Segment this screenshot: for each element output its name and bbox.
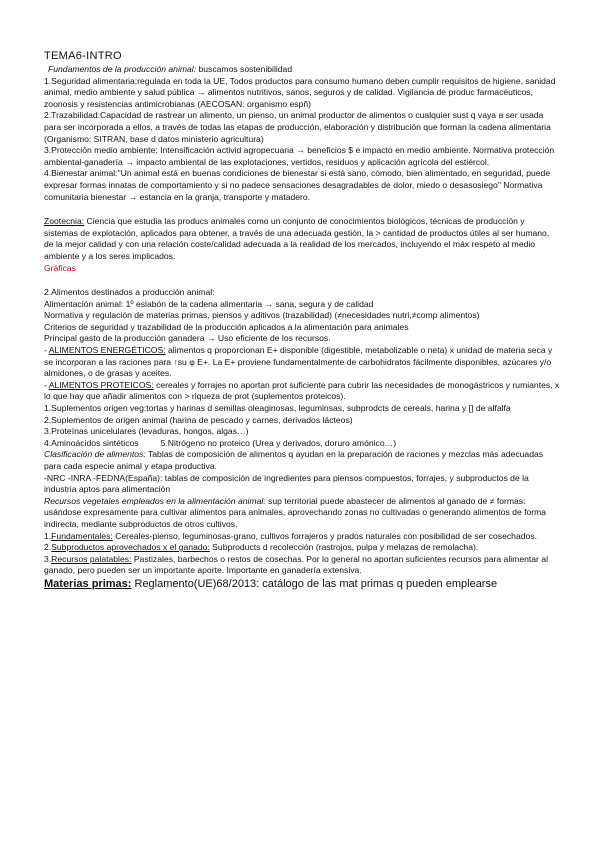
- subproductos-paragraph: [44, 542, 560, 554]
- document-title: TEMA6-INTRO: [44, 50, 122, 62]
- suplemento-4-5: [44, 438, 560, 450]
- gasto-line: Principal gasto de la producción ganadera → Uso eficiente de los recursos.: [44, 333, 331, 344]
- zootecnia-label: Zootecnia:: [44, 216, 85, 227]
- materias-primas-text: Reglamento(UE)68/2013: catálogo de las mat primas q pueden emplearse: [131, 577, 498, 590]
- fundamentales-paragraph: [44, 531, 560, 543]
- clasificacion-paragraph: [44, 449, 560, 472]
- materias-primas-line: [44, 577, 560, 591]
- graficas-link[interactable]: Gráficas: [44, 262, 76, 273]
- suplemento-5: 5.Nitrógeno no proteico (Urea y derivados, doruro amónico…): [160, 437, 397, 448]
- recursos-label: Recursos vegetales empleados en la alimentación animal:: [44, 495, 266, 506]
- proteicos-label: ALIMENTOS PROTEICOS:: [48, 379, 154, 390]
- suplemento-3: 3.Proteínas unicelulares (levaduras, hongos, algas…): [44, 426, 249, 437]
- suplemento-1: 1.Suplementos origen veg:tortas y harinas d semillas oleaginosas, leguminsas, subprodcts de cereals, harina y [] de alfalfa: [44, 403, 511, 414]
- materias-primas-label: Materias primas:: [44, 577, 132, 590]
- proteicos-dash: -: [44, 379, 49, 390]
- energeticos-paragraph: [44, 345, 560, 380]
- clasificacion-text: Tablas de composición de alimentos q ayudan en la preparación de raciones y mezclas más adecuadas para cada especie animal y etapa productiva.: [44, 449, 544, 471]
- trazabilidad-paragraph: 2.Trazabilidad:Capacidad de rastrear un alimento, un pienso, un animal productor de alimentos o cualquier sust q vaya a ser usada para ser incorporada a ellos, a través de todas las etapas de producción, elaboración y distribución que forman la cadena alimentaria (Organismo: SITRAN, base d datos ministerio agricultura): [44, 110, 551, 144]
- recursos-text: sup territorial puede abastecer de alimentos al ganado de ≠ formas: usándose expresamente para cultivar alimentos para animales, aprovechando zonas no cultivadas o generando alimentos de forma indirecta, mediante subproductos de otros cultivos.: [44, 495, 547, 529]
- fundamentos-heading-rest: buscamos sostenibilidad: [196, 64, 293, 74]
- energeticos-dash: -: [44, 345, 49, 356]
- palatables-text: Pastizales, barbechos o restos de cosechas. Por lo general no aportan suficientes recursos para alimentar al ganado, pero pueden ser un importante aporte. Importante en ganadería extensiva.: [44, 553, 548, 576]
- subproductos-text: Subproducts d recolección (rastrojos, pulpa y melazas de remolacha).: [209, 542, 479, 553]
- palatables-label: Recursos palatables:: [51, 553, 132, 564]
- alimentos-heading: 2.Alimentos destinados a producción animal:: [44, 287, 215, 298]
- energeticos-text: alimentos q proporcionan E+ disponible (digestible, metabolizable o neta) x unidad de materia seca y se incorporan a las raciones para ↑su φ E+. La E+ proviene fundamentalmente de carbohidratos fácilmente disponibles, azúcares y/o almidones, o de grasas y aceites.: [44, 345, 553, 379]
- bienestar-animal-paragraph: 4.Bienestar animal:"Un animal está en buenas condiciones de bienestar si está sano, cómodo, bien alimentado, en seguridad, puede expresar formas innatas de comportamiento y si no padece sensaciones desagradables de dolor, miedo o desasosiego" Normativa comunitaria bienestar → estancia en la granja, transporte y matadero.: [44, 168, 551, 202]
- fundamentales-text: Cereales-pienso, leguminosas-grano, cultivos forrajeros y prados naturales con posibilidad de ser cosechados.: [112, 530, 537, 541]
- proteicos-text: cereales y forrajes no aportan prot suficiente para cubrir las necesidades de monogástricos y rumiantes, x lo que hay que añadir alimentos con > riqueza de prot (suplementos proteicos).: [44, 379, 560, 402]
- seguridad-alimentaria-paragraph: 1.Seguridad alimentaria:regulada en toda la UE, Todos productos para consumo humano deben cumplir requisitos de higiene, sanidad animal, medio ambiente y salud pública → alimentos nutritivos, sanos, seguros y de calidad. Vigilancia de produc farmacéuticos, zoonosis y resistencias antimicrobianas (AECOSAN: organismo espñ): [44, 75, 556, 109]
- fundamentos-heading: [44, 64, 560, 76]
- zootecnia-paragraph: [44, 216, 560, 262]
- subproductos-number: 2.: [44, 542, 52, 553]
- recursos-paragraph: [44, 496, 560, 531]
- fundamentales-number: 1.: [44, 530, 52, 541]
- palatables-paragraph: [44, 554, 560, 577]
- tablas-line: -NRC -INRA -FEDNA(España): tablas de composición de ingredientes para piensos compuestos, forrajes, y subproductos de la industria aptos para alimentación: [44, 472, 529, 495]
- fundamentos-heading-label: Fundamentos de la producción animal:: [48, 64, 197, 74]
- criterios-line: Criterios de seguridad y trazabilidad de la producción aplicados a la alimentación para animales: [44, 321, 409, 332]
- normativa-line: Normativa y regulación de materias primas, piensos y aditivos (trazabilidad) (≠necesidades nutri,≠comp alimentos): [44, 310, 480, 321]
- energeticos-label: ALIMENTOS ENERGÉTICOS:: [48, 345, 166, 356]
- suplemento-2: 2.Suplementos de origen animal (harina de pescado y carnes, derivados lácteos): [44, 414, 353, 425]
- alimentacion-animal-line: Alimentación animal: 1º eslabón de la cadena alimentaria → sana, segura y de calidad: [44, 298, 374, 309]
- suplemento-4: 4.Aminoácidos sintéticos: [44, 437, 139, 448]
- subproductos-label: Subproductos aprovechados x el ganado:: [51, 542, 210, 553]
- fundamentales-label: Fundamentales:: [51, 530, 113, 541]
- palatables-number: 3.: [44, 553, 52, 564]
- medio-ambiente-paragraph: 3.Protección medio ambiente: Intensificación activid agropecuaria → beneficios $ e impacto en medio ambiente. Normativa protección ambiental-ganadería → impacto ambiental de las explotaciones, vertidos, residuos y aplicación agrícola del estiércol.: [44, 145, 555, 167]
- proteicos-paragraph: [44, 380, 560, 403]
- zootecnia-text: Ciencia que estudia las producs animales como un conjunto de conocimientos biológicos, técnicas de producción y sistemas de explotación, aplicados para obtener, a través de una adecuada gestión, la > cantidad de productos útiles al ser humano, de la mejor calidad y con una relación coste/calidad adecuada a la realidad de los mercados, incluyendo el máx respeto al medio ambiente y a los seres implicados.: [44, 216, 550, 261]
- document-page: [44, 50, 560, 591]
- clasificacion-label: Clasificación de alimentos:: [44, 449, 146, 460]
